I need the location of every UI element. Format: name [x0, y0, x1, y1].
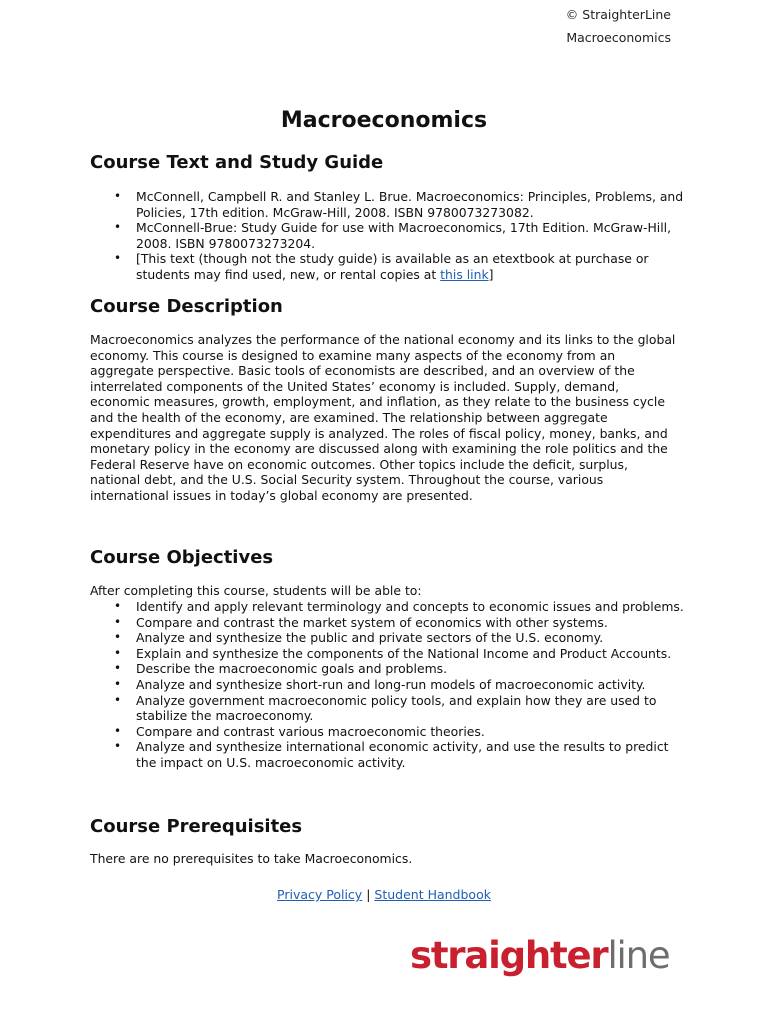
footer-links: [0, 887, 768, 902]
list-item: • Analyze and synthesize the public and private sectors of the U.S. economy.: [90, 630, 690, 646]
section-heading-prerequisites: Course Prerequisites: [90, 816, 303, 837]
svg-text:straighterline: [410, 934, 669, 977]
section-heading-objectives: Course Objectives: [90, 547, 274, 568]
list-item: [90, 251, 690, 282]
footer-separator: |: [366, 887, 371, 902]
text-list: [90, 189, 690, 283]
list-item: • Analyze and synthesize short-run and long-run models of macroeconomic activity.: [90, 677, 690, 693]
list-item: • McConnell, Campbell R. and Stanley L. Brue. Macroeconomics: Principles, Problems, and Policies, 17th edition. McGraw-Hill, 2008. ISBN 9780073273082.: [90, 189, 690, 220]
student-handbook-link[interactable]: Student Handbook: [374, 887, 491, 902]
description-paragraph: Macroeconomics analyzes the performance of the national economy and its links to the global economy. This course is designed to examine many aspects of the economy from an aggregate perspective. Basic tools of economists are described, and an overview of the interrelated components of the United States’ economy is included. Supply, demand, economic measures, growth, employment, and inflation, as they relate to the business cycle and the health of the economy, are examined. The relationship between aggregate expenditures and aggregate supply is analyzed. The roles of fiscal policy, money, banks, and monetary policy in the economy are discussed along with examining the role politics and the Federal Reserve have on economic outcomes. Other topics include the deficit, surplus, national debt, and the U.S. Social Security system. Throughout the course, various international issues in today’s global economy are presented.: [90, 332, 676, 503]
header-subject: Macroeconomics: [566, 30, 671, 45]
etext-close: ]: [488, 266, 494, 282]
straighterline-logo: [408, 930, 670, 984]
logo-text-line: line: [607, 934, 670, 977]
list-item: • Analyze and synthesize international economic activity, and use the results to predict the impact on U.S. macroeconomic activity.: [90, 739, 690, 770]
list-item: • Describe the macroeconomic goals and problems.: [90, 661, 690, 677]
prerequisites-paragraph: There are no prerequisites to take Macroeconomics.: [90, 851, 413, 866]
privacy-policy-link[interactable]: Privacy Policy: [277, 887, 363, 902]
list-item: • Identify and apply relevant terminology and concepts to economic issues and problems.: [90, 599, 690, 615]
section-heading-text: Course Text and Study Guide: [90, 152, 384, 173]
logo-text-straighter: straighter: [410, 934, 608, 977]
section-heading-description: Course Description: [90, 296, 283, 317]
list-item: • Compare and contrast the market system of economics with other systems.: [90, 615, 690, 631]
etext-note: [This text (though not the study guide) is available as an etextbook at purchase or students may find used, new, or rental copies at: [136, 251, 649, 282]
objectives-list: [90, 599, 690, 771]
list-item: • Compare and contrast various macroeconomic theories.: [90, 724, 690, 740]
logo-svg: [408, 930, 670, 984]
objectives-intro: After completing this course, students will be able to:: [90, 583, 422, 598]
header-copyright: © StraighterLine: [565, 7, 671, 22]
list-item: • Explain and synthesize the components of the National Income and Product Accounts.: [90, 646, 690, 662]
this-link[interactable]: this link: [440, 266, 489, 282]
list-item: • McConnell-Brue: Study Guide for use with Macroeconomics, 17th Edition. McGraw-Hill, 2008. ISBN 9780073273204.: [90, 220, 690, 251]
page-title: Macroeconomics: [280, 108, 488, 133]
list-item: • Analyze government macroeconomic policy tools, and explain how they are used to stabilize the macroeconomy.: [90, 693, 690, 724]
